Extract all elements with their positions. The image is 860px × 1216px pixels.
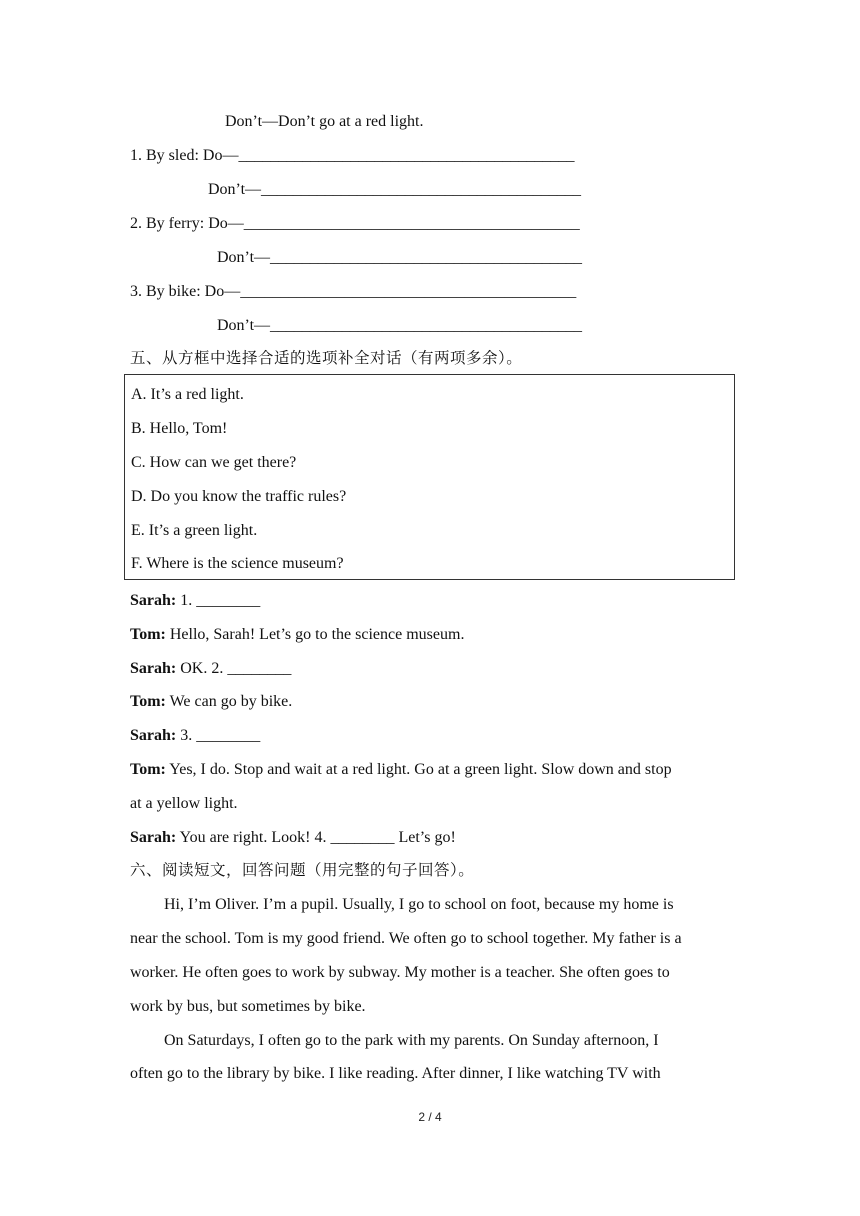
- item-3-do-label: 3. By bike: Do—: [130, 283, 241, 300]
- utterance: 1. ________: [176, 592, 261, 609]
- speaker: Sarah:: [130, 660, 177, 677]
- item-2-do-line: [130, 214, 580, 234]
- passage-line-6: often go to the library by bike. I like reading. After dinner, I like watching TV with: [130, 1065, 661, 1082]
- section5-heading: 五、从方框中选择合适的选项补全对话（有两项多余）。: [130, 349, 523, 367]
- item-3-dont-blank: _______________________________________: [270, 317, 583, 334]
- speaker: Tom:: [130, 761, 166, 778]
- section6-heading: 六、阅读短文，回答问题（用完整的句子回答）。: [130, 861, 475, 879]
- options-box: [124, 374, 735, 580]
- dialogue-line-8: [130, 828, 456, 848]
- passage-line-5: On Saturdays, I often go to the park with my parents. On Sunday afternoon, I: [164, 1032, 659, 1049]
- utterance: Yes, I do. Stop and wait at a red light. Go at a green light. Slow down and stop: [165, 761, 672, 778]
- speaker: Tom:: [130, 693, 166, 710]
- item-2-dont-line: [217, 248, 582, 268]
- dialogue-line-5: [130, 726, 260, 746]
- passage-line-2: near the school. Tom is my good friend. We often go to school together. My father is a: [130, 930, 682, 947]
- dialogue-line-4: [130, 692, 292, 712]
- speaker: Tom:: [130, 626, 166, 643]
- item-2-do-blank: __________________________________________: [243, 215, 580, 232]
- speaker: Sarah:: [130, 592, 177, 609]
- item-1-dont-blank: ________________________________________: [261, 181, 582, 198]
- option-b: B. Hello, Tom!: [131, 420, 228, 437]
- item-1-dont-label: Don’t—: [208, 181, 262, 198]
- item-3-do-line: [130, 282, 576, 302]
- passage-line-4: work by bus, but sometimes by bike.: [130, 998, 366, 1015]
- utterance: 3. ________: [176, 727, 261, 744]
- dialogue-line-1: [130, 591, 260, 611]
- dialogue-line-7: [130, 794, 238, 814]
- item-2-do-label: 2. By ferry: Do—: [130, 215, 244, 232]
- item-3-do-blank: __________________________________________: [240, 283, 577, 300]
- item-3-dont-line: [217, 316, 582, 336]
- utterance: We can go by bike.: [165, 693, 293, 710]
- option-d: D. Do you know the traffic rules?: [131, 488, 347, 505]
- option-e: E. It’s a green light.: [131, 522, 258, 539]
- passage-line-3: worker. He often goes to work by subway. My mother is a teacher. She often goes to: [130, 964, 670, 981]
- speaker: Sarah:: [130, 727, 177, 744]
- utterance: OK. 2. ________: [176, 660, 292, 677]
- utterance: Hello, Sarah! Let’s go to the science museum.: [165, 626, 465, 643]
- item-2-dont-blank: _______________________________________: [270, 249, 583, 266]
- item-2-dont-label: Don’t—: [217, 249, 271, 266]
- speaker: Sarah:: [130, 829, 177, 846]
- item-1-do-blank: __________________________________________: [238, 147, 575, 164]
- item-1-dont-line: [208, 180, 581, 200]
- example-dont-line: Don’t—Don’t go at a red light.: [225, 113, 424, 130]
- item-3-dont-label: Don’t—: [217, 317, 271, 334]
- page-number: 2 / 4: [418, 1110, 442, 1124]
- option-f: F. Where is the science museum?: [131, 555, 344, 572]
- option-a: A. It’s a red light.: [131, 386, 244, 403]
- dialogue-line-3: [130, 659, 291, 679]
- utterance: You are right. Look! 4. ________ Let’s go!: [176, 829, 456, 846]
- utterance: at a yellow light.: [130, 795, 238, 812]
- item-1-do-line: [130, 146, 574, 166]
- option-c: C. How can we get there?: [131, 454, 297, 471]
- item-1-do-label: 1. By sled: Do—: [130, 147, 239, 164]
- dialogue-line-6: [130, 760, 672, 780]
- dialogue-line-2: [130, 625, 464, 645]
- passage-line-1: Hi, I’m Oliver. I’m a pupil. Usually, I go to school on foot, because my home is: [164, 896, 674, 913]
